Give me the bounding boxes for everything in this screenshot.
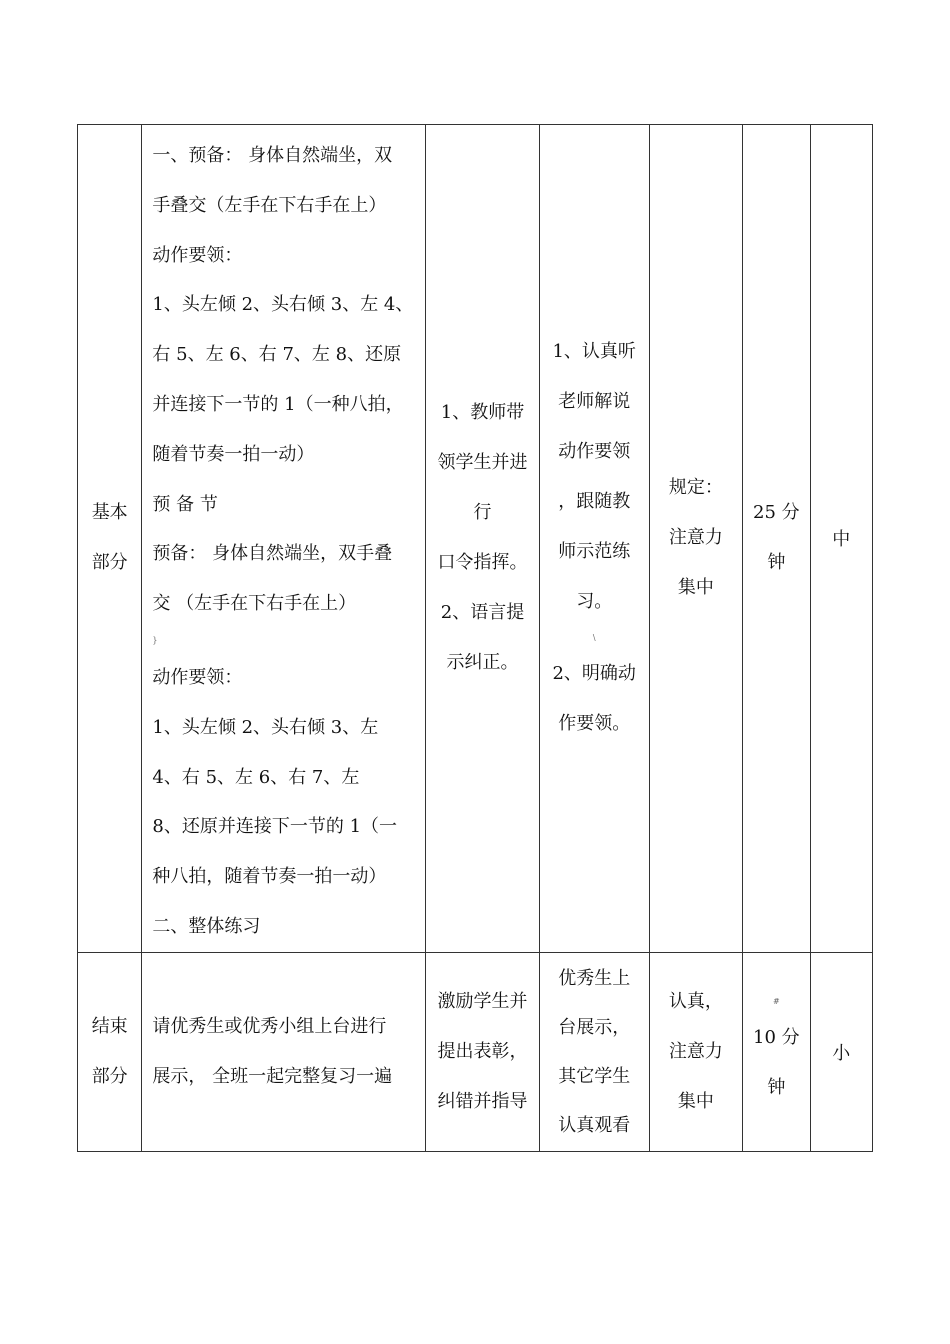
time-mark: # bbox=[773, 996, 780, 1006]
student-line: ，跟随教 bbox=[558, 491, 631, 513]
content-line: 1、头左倾 2、头右倾 3、左 4、 bbox=[152, 294, 414, 316]
requirement-line: 认真， bbox=[668, 990, 723, 1012]
teacher-activity-cell bbox=[426, 125, 540, 953]
teacher-line: 提出表彰， bbox=[437, 1040, 528, 1062]
teacher-line: 激励学生并 bbox=[437, 990, 528, 1012]
student-line: 其它学生 bbox=[558, 1065, 631, 1087]
student-line: 台展示， bbox=[558, 1016, 631, 1038]
content-line: 交 （左手在下右手在上） bbox=[152, 593, 357, 615]
student-line: 老师解说 bbox=[558, 391, 631, 413]
requirement-line: 规定： bbox=[668, 477, 723, 499]
student-line: 师示范练 bbox=[558, 541, 631, 563]
teacher-line: 领学生并进 bbox=[437, 452, 528, 474]
time-line: 25 分 bbox=[753, 502, 800, 524]
section-label: 结束 bbox=[91, 1015, 128, 1037]
section-label: 部分 bbox=[91, 1065, 128, 1087]
time-line: 钟 bbox=[767, 552, 786, 574]
teacher-line: 2、语言提 bbox=[440, 602, 525, 624]
content-line: 1、头左倾 2、头右倾 3、左 bbox=[152, 716, 379, 738]
content-line: 一、预备： 身体自然端坐，双 bbox=[152, 145, 393, 166]
student-line: 习。 bbox=[576, 591, 613, 613]
content-line: 二、整体练习 bbox=[152, 915, 261, 937]
requirement-cell bbox=[649, 125, 743, 953]
content-line: 动作要领： bbox=[152, 666, 243, 688]
content-line: 请优秀生或优秀小组上台进行 bbox=[152, 1015, 387, 1037]
content-line: 8、还原并连接下一节的 1（一 bbox=[152, 816, 398, 838]
requirement-line: 注意力 bbox=[668, 1040, 723, 1062]
content-cell bbox=[142, 952, 426, 1151]
teacher-line: 纠错并指导 bbox=[437, 1090, 528, 1112]
intensity-value: 中 bbox=[832, 529, 851, 551]
requirement-line: 集中 bbox=[677, 577, 714, 599]
time-line: 钟 bbox=[767, 1076, 786, 1098]
content-line: 预备： 身体自然端坐，双手叠 bbox=[152, 543, 393, 565]
content-line: 动作要领： bbox=[152, 244, 243, 266]
time-cell bbox=[743, 952, 810, 1151]
section-label: 基本 bbox=[91, 502, 128, 524]
intensity-cell bbox=[810, 952, 872, 1151]
content-mark: } bbox=[152, 635, 158, 645]
section-cell bbox=[78, 125, 142, 953]
lesson-plan-table bbox=[77, 124, 873, 1152]
time-line: 10 分 bbox=[753, 1026, 800, 1048]
student-line: 作要领。 bbox=[558, 713, 631, 735]
student-line: 1、认真听 bbox=[552, 341, 636, 363]
content-line: 预 备 节 bbox=[152, 493, 218, 515]
table-row bbox=[78, 952, 873, 1151]
teacher-activity-cell bbox=[426, 952, 540, 1151]
teacher-line: 1、教师带 bbox=[440, 402, 525, 424]
requirement-cell bbox=[649, 952, 743, 1151]
student-mark: \ bbox=[592, 633, 596, 643]
student-activity-cell bbox=[539, 125, 649, 953]
student-line: 优秀生上 bbox=[558, 967, 631, 989]
requirement-line: 集中 bbox=[677, 1090, 714, 1112]
student-line: 动作要领 bbox=[558, 441, 631, 463]
student-activity-cell bbox=[539, 952, 649, 1151]
time-cell bbox=[743, 125, 810, 953]
table-row bbox=[78, 125, 873, 953]
student-line: 2、明确动 bbox=[552, 663, 636, 685]
content-line: 展示， 全班一起完整复习一遍 bbox=[152, 1065, 393, 1087]
content-line: 种八拍，随着节奏一拍一动） bbox=[152, 866, 387, 888]
teacher-line: 示纠正。 bbox=[446, 652, 519, 674]
content-cell bbox=[142, 125, 426, 953]
intensity-cell bbox=[810, 125, 872, 953]
content-line: 4、右 5、左 6、右 7、左 bbox=[152, 766, 360, 788]
student-line: 认真观看 bbox=[558, 1114, 631, 1136]
section-label: 部分 bbox=[91, 552, 128, 574]
teacher-line: 行 bbox=[473, 502, 492, 524]
requirement-line: 注意力 bbox=[668, 527, 723, 549]
section-cell bbox=[78, 952, 142, 1151]
intensity-value: 小 bbox=[832, 1042, 851, 1064]
content-line: 并连接下一节的 1（一种八拍， bbox=[152, 393, 404, 415]
teacher-line: 口令指挥。 bbox=[437, 552, 528, 574]
content-line: 随着节奏一拍一动） bbox=[152, 443, 315, 465]
content-line: 右 5、左 6、右 7、左 8、还原 bbox=[152, 344, 402, 366]
content-line: 手叠交（左手在下右手在上） bbox=[152, 194, 387, 216]
